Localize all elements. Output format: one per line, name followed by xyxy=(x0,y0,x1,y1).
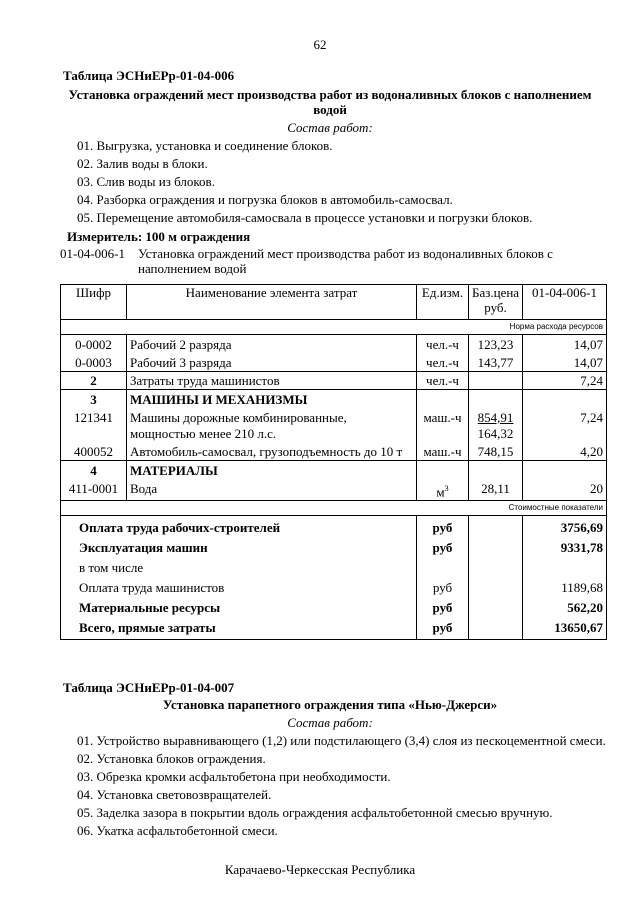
section-row xyxy=(61,390,607,409)
row-code: 400052 xyxy=(61,442,127,461)
section-code: 4 xyxy=(61,461,127,480)
cost-row xyxy=(61,616,607,640)
cost-name: Оплата труда машинистов xyxy=(61,576,417,596)
norm-label-row xyxy=(61,320,607,335)
page-number: 62 xyxy=(313,37,327,52)
row-name: Затраты труда машинистов xyxy=(127,372,417,390)
header-column: 01-04-006-1 xyxy=(523,285,607,320)
table2-work-6: 06. Укатка асфальтобетонной смеси. xyxy=(77,823,278,838)
row-price-line2: 164,32 xyxy=(477,426,514,441)
row-price xyxy=(469,408,523,442)
cost-value: 13650,67 xyxy=(523,616,607,640)
table2-work-5: 05. Заделка зазора в покрытии вдоль ограждения асфальтобетонной смесью вручную. xyxy=(77,805,553,820)
row-name: Рабочий 2 разряда xyxy=(127,335,417,354)
row-unit-sup: 3 xyxy=(444,484,449,493)
row-price xyxy=(469,372,523,390)
row-unit: чел.-ч xyxy=(417,372,469,390)
row-price-line1: 854,91 xyxy=(477,410,514,425)
row-price: 748,15 xyxy=(469,442,523,461)
table-row xyxy=(61,479,607,501)
section-code: 3 xyxy=(61,390,127,409)
section-name: МАТЕРИАЛЫ xyxy=(127,461,417,480)
table1-code-desc: Установка ограждений мест производства работ из водоналивных блоков с наполнением водой xyxy=(138,246,553,276)
row-unit xyxy=(417,479,469,501)
row-value: 7,24 xyxy=(523,372,607,390)
table2-work-3: 03. Обрезка кромки асфальтобетона при необходимости. xyxy=(77,769,391,784)
row-code: 121341 xyxy=(61,408,127,442)
row-value: 7,24 xyxy=(523,408,607,442)
table1-measure: Измеритель: 100 м ограждения xyxy=(67,229,251,244)
cost-unit: руб xyxy=(417,596,469,616)
cost-value: 562,20 xyxy=(523,596,607,616)
row-value: 14,07 xyxy=(523,335,607,354)
table2-sostav-label: Состав работ: xyxy=(287,715,373,730)
footer-region: Карачаево-Черкесская Республика xyxy=(224,862,416,877)
table1-work-3: 03. Слив воды из блоков. xyxy=(77,174,215,189)
table1-work-2: 02. Залив воды в блоки. xyxy=(77,156,208,171)
table1-name: Таблица ЭСНиЕРр-01-04-006 xyxy=(63,68,235,83)
cost-name: Эксплуатация машин xyxy=(61,536,417,556)
row-unit: чел.-ч xyxy=(417,353,469,372)
table-row xyxy=(61,335,607,354)
row-unit: маш.-ч xyxy=(417,408,469,442)
header-name: Наименование элемента затрат xyxy=(127,285,417,320)
table1-code: 01-04-006-1 xyxy=(60,246,125,261)
table2-work-4: 04. Установка световозвращателей. xyxy=(77,787,272,802)
cost-name: Материальные ресурсы xyxy=(61,596,417,616)
table1-work-5: 05. Перемещение автомобиля-самосвала в процессе установки и погрузки блоков. xyxy=(77,210,533,225)
row-unit: маш.-ч xyxy=(417,442,469,461)
row-value: 14,07 xyxy=(523,353,607,372)
row-price: 143,77 xyxy=(469,353,523,372)
table2-name: Таблица ЭСНиЕРр-01-04-007 xyxy=(63,680,235,695)
table-row xyxy=(61,372,607,390)
cost-label: Стоимостные показатели xyxy=(61,501,607,516)
row-value: 20 xyxy=(523,479,607,501)
row-name: Рабочий 3 разряда xyxy=(127,353,417,372)
cost-row xyxy=(61,576,607,596)
resource-table xyxy=(60,284,607,640)
norm-label: Норма расхода ресурсов xyxy=(61,320,607,335)
cost-value: 3756,69 xyxy=(523,516,607,537)
row-price: 28,11 xyxy=(469,479,523,501)
table1-title: Установка ограждений мест производства работ из водоналивных блоков с наполнением водой xyxy=(68,87,592,117)
row-code: 0-0002 xyxy=(61,335,127,354)
header-price: Баз.цена руб. xyxy=(469,285,523,320)
cost-name: Всего, прямые затраты xyxy=(61,616,417,640)
row-name: Автомобиль-самосвал, грузоподъемность до 10 т xyxy=(127,442,417,461)
header-unit: Ед.изм. xyxy=(417,285,469,320)
cost-value: 1189,68 xyxy=(523,576,607,596)
row-name: Машины дорожные комбинированные, мощностью менее 210 л.с. xyxy=(127,408,417,442)
table-row xyxy=(61,408,607,442)
table1-work-4: 04. Разборка ограждения и погрузка блоков в автомобиль-самосвал. xyxy=(77,192,453,207)
row-name: Вода xyxy=(127,479,417,501)
table-row xyxy=(61,442,607,461)
cost-label-row xyxy=(61,501,607,516)
cost-row xyxy=(61,516,607,537)
cost-unit: руб xyxy=(417,576,469,596)
row-code: 411-0001 xyxy=(61,479,127,501)
row-code: 0-0003 xyxy=(61,353,127,372)
table2-title: Установка парапетного ограждения типа «Нью-Джерси» xyxy=(162,697,498,712)
cost-row xyxy=(61,556,607,576)
cost-row xyxy=(61,536,607,556)
row-value: 4,20 xyxy=(523,442,607,461)
table1-work-1: 01. Выгрузка, установка и соединение блоков. xyxy=(77,138,333,153)
cost-unit: руб xyxy=(417,516,469,537)
row-unit-base: м xyxy=(436,484,445,500)
table2-work-2: 02. Установка блоков ограждения. xyxy=(77,751,266,766)
cost-unit: руб xyxy=(417,616,469,640)
section-name: МАШИНЫ И МЕХАНИЗМЫ xyxy=(127,390,417,409)
cost-unit: руб xyxy=(417,536,469,556)
cost-name: Оплата труда рабочих-строителей xyxy=(61,516,417,537)
row-price: 123,23 xyxy=(469,335,523,354)
cost-name: в том числе xyxy=(61,556,417,576)
table-row xyxy=(61,353,607,372)
row-code: 2 xyxy=(61,372,127,390)
row-unit: чел.-ч xyxy=(417,335,469,354)
table2-work-1: 01. Устройство выравнивающего (1,2) или подстилающего (3,4) слоя из пескоцементной смеси. xyxy=(77,733,606,748)
cost-value: 9331,78 xyxy=(523,536,607,556)
table-header-row xyxy=(61,285,607,320)
header-code: Шифр xyxy=(61,285,127,320)
section-row xyxy=(61,461,607,480)
cost-row xyxy=(61,596,607,616)
table1-sostav-label: Состав работ: xyxy=(287,120,373,135)
